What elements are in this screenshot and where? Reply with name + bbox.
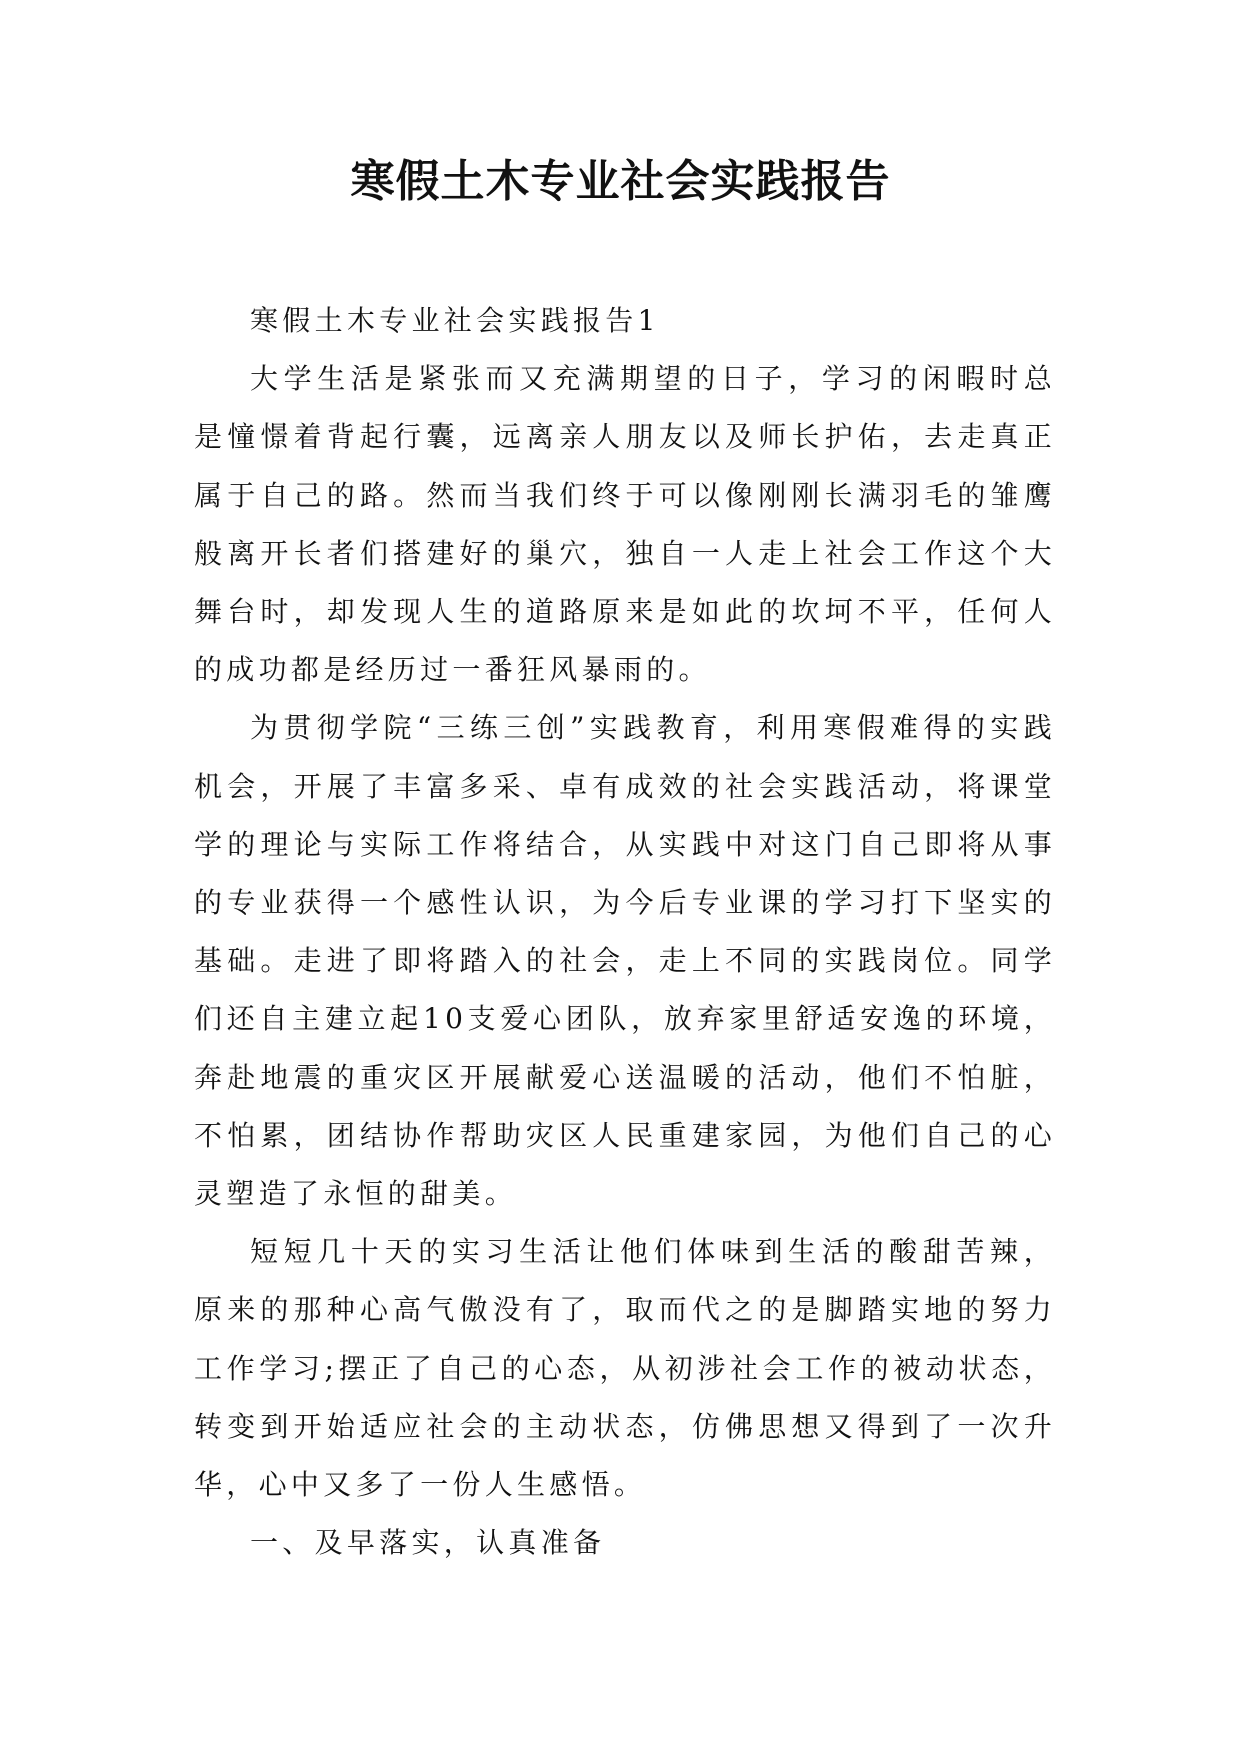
document-body bbox=[194, 292, 1056, 1572]
paragraph: 短短几十天的实习生活让他们体味到生活的酸甜苦辣，原来的那种心高气傲没有了，取而代之的是脚踏实地的努力工作学习;摆正了自己的心态，从初涉社会工作的被动状态，转变到开始适应社会的主动状态，仿佛思想又得到了一次升华，心中又多了一份人生感悟。 bbox=[194, 1235, 1056, 1502]
paragraph: 为贯彻学院“三练三创”实践教育，利用寒假难得的实践机会，开展了丰富多采、卓有成效的社会实践活动，将课堂学的理论与实际工作将结合，从实践中对这门自己即将从事的专业获得一个感性认识，为今后专业课的学习打下坚实的基础。走进了即将踏入的社会，走上不同的实践岗位。同学们还自主建立起10支爱心团队，放弃家里舒适安逸的环境，奔赴地震的重灾区开展献爱心送温暖的活动，他们不怕脏，不怕累，团结协作帮助灾区人民重建家园，为他们自己的心灵塑造了永恒的甜美。 bbox=[194, 711, 1056, 1211]
section-heading: 一、及早落实，认真准备 bbox=[250, 1526, 606, 1560]
paragraph: 大学生活是紧张而又充满期望的日子，学习的闲暇时总是憧憬着背起行囊，远离亲人朋友以及师长护佑，去走真正属于自己的路。然而当我们终于可以像刚刚长满羽毛的雏鹰般离开长者们搭建好的巢穴，独自一人走上社会工作这个大舞台时，却发现人生的道路原来是如此的坎坷不平，任何人的成功都是经历过一番狂风暴雨的。 bbox=[194, 362, 1056, 687]
paragraph-subtitle: 寒假土木专业社会实践报告1 bbox=[250, 304, 660, 337]
document-title: 寒假土木专业社会实践报告 bbox=[350, 156, 891, 207]
